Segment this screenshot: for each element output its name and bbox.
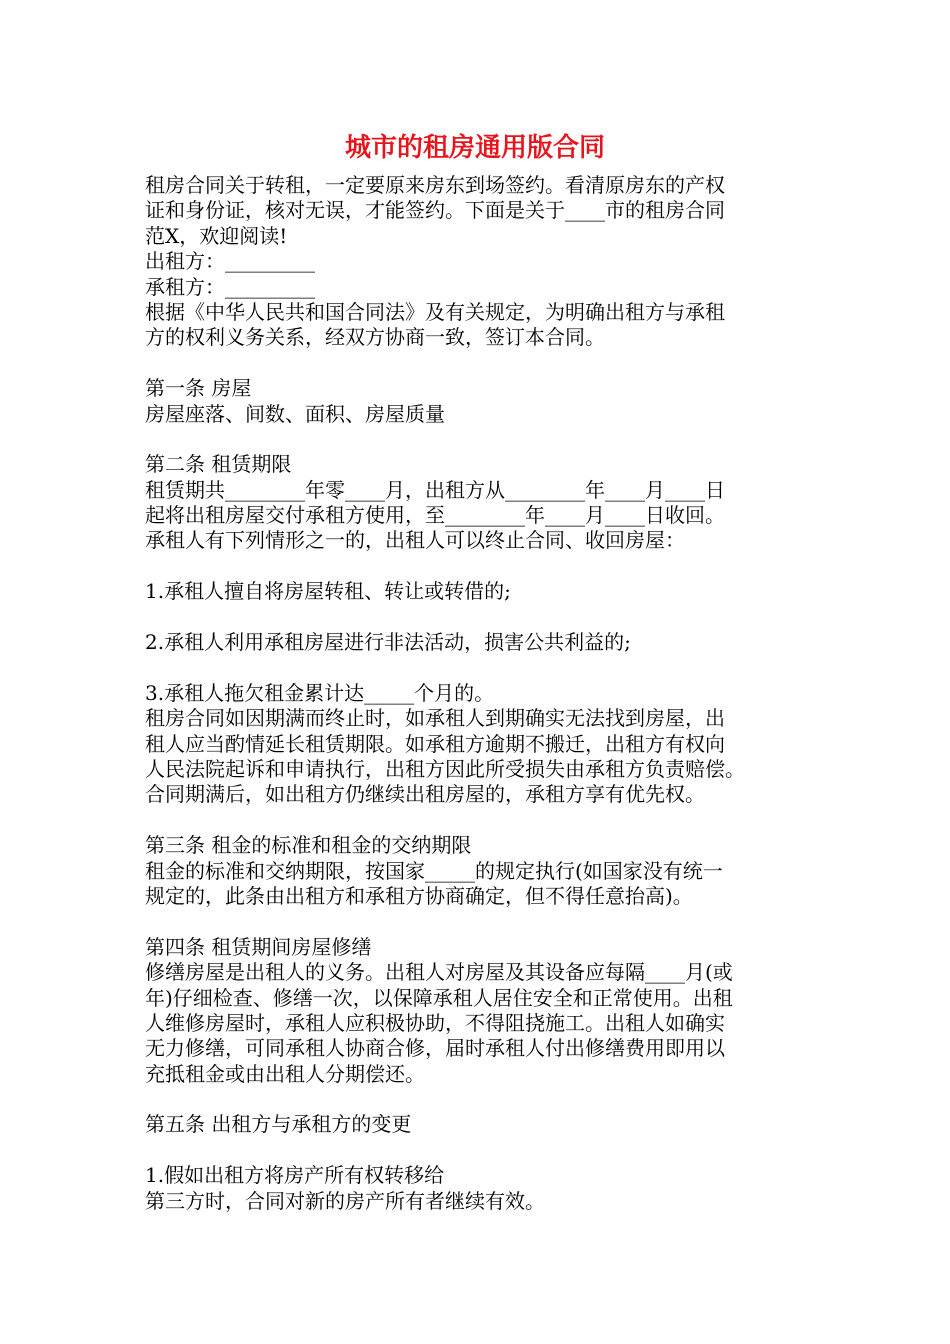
text-line: 房屋座落、间数、面积、房屋质量 xyxy=(145,401,445,426)
text-line: 人维修房屋时，承租人应积极协助，不得阻挠施工。出租人如确实 xyxy=(145,1010,725,1035)
text-line: 无力修缮，可同承租人协商合修，届时承租人付出修缮费用即用以 xyxy=(145,1036,725,1061)
text-line: 第四条 租赁期间房屋修缮 xyxy=(145,934,372,959)
text-line: 租房合同关于转租，一定要原来房东到场签约。看清原房东的产权 xyxy=(145,173,725,197)
text-line: 规定的，此条由出租方和承租方协商确定，但不得任意抬高)。 xyxy=(145,883,693,908)
text-line: 第三条 租金的标准和租金的交纳期限 xyxy=(145,833,472,858)
blank-line xyxy=(145,605,825,630)
text-line: 租赁期共________年零____月，出租方从________年____月____日 xyxy=(145,477,725,502)
text-line: 租金的标准和交纳期限，按国家_____的规定执行(如国家没有统一 xyxy=(145,858,723,883)
text-line: 范X，欢迎阅读! xyxy=(145,223,288,248)
text-line: 证和身份证，核对无误，才能签约。下面是关于____市的租房合同 xyxy=(145,198,725,223)
text-line: 第一条 房屋 xyxy=(145,376,252,401)
text-line: 3.承租人拖欠租金累计达_____个月的。 xyxy=(145,680,495,705)
text-line: 1.假如出租方将房产所有权转移给 xyxy=(145,1163,445,1188)
text-line: 租人应当酌情延长租赁期限。如承租方逾期不搬迁，出租方有权向 xyxy=(145,731,725,756)
text-line: 承租方：_________ xyxy=(145,274,315,299)
text-line: 2.承租人利用承租房屋进行非法活动，损害公共利益的; xyxy=(145,630,631,655)
text-line: 1.承租人擅自将房屋转租、转让或转借的; xyxy=(145,579,511,604)
text-line: 根据《中华人民共和国合同法》及有关规定，为明确出租方与承租 xyxy=(145,299,725,324)
blank-line xyxy=(145,554,825,579)
blank-line xyxy=(145,1087,825,1112)
text-line: 年)仔细检查、修缮一次，以保障承租人居住安全和正常使用。出租 xyxy=(145,985,733,1010)
document-title: 城市的租房通用版合同 xyxy=(344,133,605,163)
blank-line xyxy=(145,655,825,680)
blank-line xyxy=(145,1138,825,1163)
text-line: 承租人有下列情形之一的，出租人可以终止合同、收回房屋： xyxy=(145,528,685,553)
text-line: 人民法院起诉和申请执行，出租方因此所受损失由承租方负责赔偿。 xyxy=(145,756,745,781)
blank-line xyxy=(145,351,825,376)
text-line: 第五条 出租方与承租方的变更 xyxy=(145,1112,412,1137)
text-line: 充抵租金或由出租人分期偿还。 xyxy=(145,1061,425,1086)
text-line: 第二条 租赁期限 xyxy=(145,452,292,477)
text-line: 方的权利义务关系，经双方协商一致，签订本合同。 xyxy=(145,325,605,350)
blank-line xyxy=(145,427,825,452)
blank-line xyxy=(145,808,825,833)
text-line: 修缮房屋是出租人的义务。出租人对房屋及其设备应每隔____月(或 xyxy=(145,960,733,985)
text-line: 租房合同如因期满而终止时，如承租人到期确实无法找到房屋，出 xyxy=(145,706,725,731)
text-line: 第三方时，合同对新的房产所有者继续有效。 xyxy=(145,1188,545,1213)
text-line: 起将出租房屋交付承租方使用，至________年____月____日收回。 xyxy=(145,503,725,528)
blank-line xyxy=(145,909,825,934)
text-line: 出租方：_________ xyxy=(145,249,315,274)
document-body xyxy=(145,173,825,1214)
text-line: 合同期满后，如出租方仍继续出租房屋的，承租方享有优先权。 xyxy=(145,782,705,807)
